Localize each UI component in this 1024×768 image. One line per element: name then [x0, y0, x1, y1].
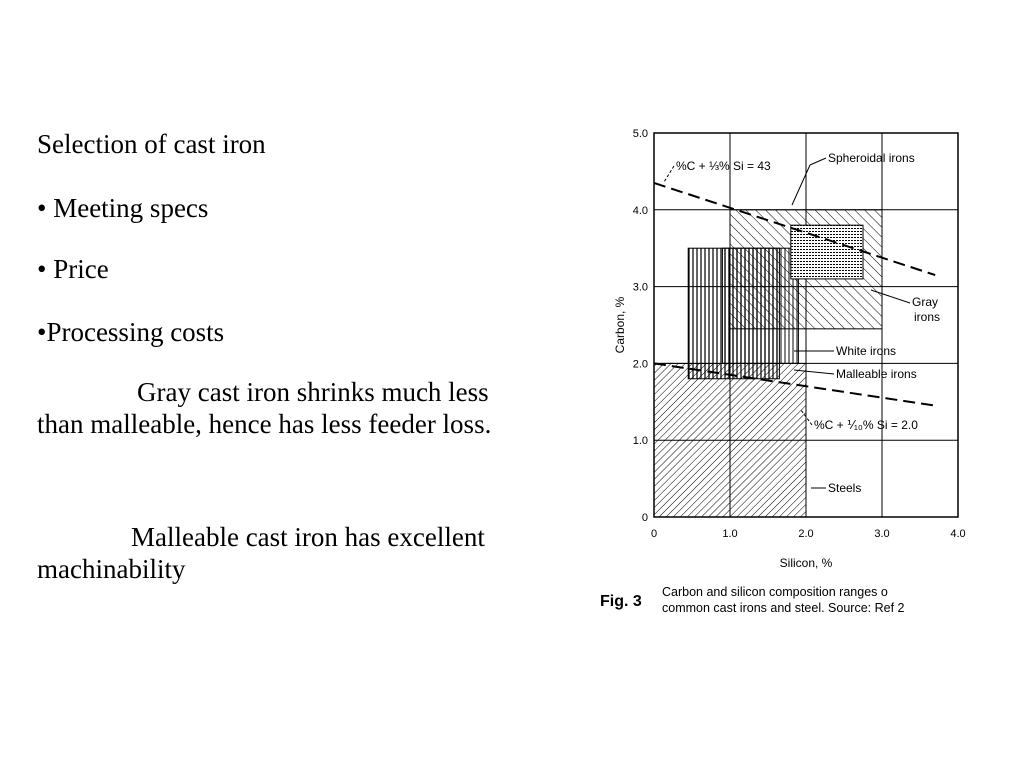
region-spheroidal-irons [791, 225, 863, 279]
paragraph-malleable-cast-iron: Malleable cast iron has excellent machinability [37, 522, 485, 584]
y-tick-labels [633, 128, 648, 524]
y-axis-title: Carbon, % [613, 296, 627, 354]
label-upper-equation: %C + ⅓% Si = 43 [676, 159, 771, 173]
y-tick-label: 4.0 [632, 204, 648, 217]
figure-carbon-silicon [596, 120, 996, 640]
y-tick-label: 1.0 [632, 435, 648, 448]
label-white-irons: White irons [836, 344, 897, 358]
y-tick-label: 5.0 [632, 128, 648, 140]
label-gray-irons-2: irons [914, 310, 941, 324]
caption-label: Fig. 3 [600, 593, 642, 610]
bullet-processing-costs: •Processing costs [37, 317, 225, 347]
x-tick-label: 4.0 [950, 528, 966, 540]
heading: Selection of cast iron [37, 129, 266, 159]
caption-line-1: Carbon and silicon composition ranges o [662, 585, 888, 599]
label-malleable-irons: Malleable irons [836, 367, 917, 381]
y-tick-label: 0 [641, 512, 648, 524]
chart-svg [596, 120, 996, 640]
x-tick-label: 1.0 [722, 528, 738, 540]
x-tick-labels [651, 528, 966, 540]
x-axis-title: Silicon, % [779, 556, 833, 570]
region-steels [654, 363, 806, 517]
bullet-meeting-specs: • Meeting specs [37, 193, 209, 223]
caption-line-2: common cast irons and steel. Source: Ref 2 [662, 601, 905, 615]
bullet-price: • Price [37, 254, 109, 284]
label-steels: Steels [828, 481, 862, 495]
x-tick-label: 2.0 [798, 528, 814, 540]
paragraph-gray-cast-iron: Gray cast iron shrinks much less than malleable, hence has less feeder loss. [37, 377, 492, 439]
y-tick-label: 3.0 [632, 281, 648, 294]
y-tick-label: 2.0 [632, 358, 648, 371]
region-malleable-irons [722, 248, 798, 363]
x-tick-label: 3.0 [874, 528, 890, 540]
x-tick-label: 0 [650, 528, 658, 540]
label-lower-equation: %C + ⅟₁₀% Si = 2.0 [814, 418, 918, 432]
label-spheroidal-irons: Spheroidal irons [828, 151, 915, 165]
label-gray-irons-1: Gray [912, 295, 939, 309]
